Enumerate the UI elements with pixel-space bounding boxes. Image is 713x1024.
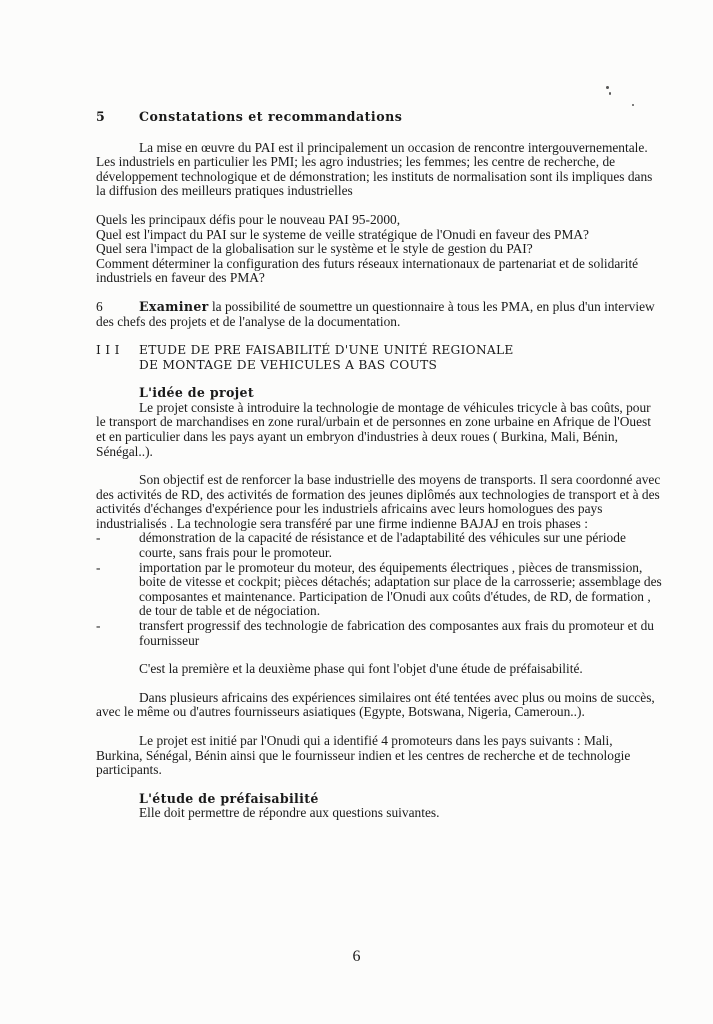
section-number: I I I (96, 343, 120, 358)
section-5-heading (96, 110, 662, 125)
section-title: Constatations et recommandations (139, 109, 403, 124)
bullet-dash: - (96, 618, 101, 634)
page-number: 6 (352, 948, 361, 965)
section-number: 5 (96, 109, 106, 124)
question-line: Quels les principaux défis pour le nouveau PAI 95-2000, (96, 211, 401, 227)
paragraph: Son objectif est de renforcer la base industrielle des moyens de transports. Il sera coordonné avec des activités de RD, des activités de formation des jeunes diplômés aux technologies de transport et à des activités d'échanges d'expérience pour les industriels africains avec leurs homologues des pays industrialisés . La technologie sera transféré par une firme indienne BAJAJ en trois phases : (96, 472, 661, 531)
scan-speck (609, 92, 611, 95)
question-line: Quel sera l'impact de la globalisation sur le système et le style de gestion du PAI? (96, 241, 533, 257)
subheading-idee: L'idée de projet (139, 385, 254, 401)
question-line: Comment déterminer la configuration des futurs réseaux internationaux de partenariat et de solidarité industriels en faveur des PMA? (96, 255, 639, 286)
paragraph: Elle doit permettre de répondre aux questions suivantes. (139, 805, 440, 821)
bullet-dash: - (96, 559, 101, 575)
document-body (96, 110, 662, 821)
list-item-text: importation par le promoteur du moteur, des équipements électriques , pièces de transmission, boite de vitesse et cockpit; pièces détachés; adaptation sur place de la carrosserie; assemblage des composantes et maintenance. Participation de l'Onudi aux coûts d'études, de RD, de formation , de tour de table et de négociation. (139, 559, 662, 619)
list-item (96, 619, 662, 648)
paragraph: Le projet est initié par l'Onudi qui a identifié 4 promoteurs dans les pays suivants : Mali, Burkina, Sénégal, Bénin ainsi que le fournisseur indien et les centres de recherche et de technologie participants. (96, 733, 631, 778)
scan-speck (606, 86, 609, 89)
scan-speck (632, 104, 634, 106)
section-number: 6 (96, 298, 103, 314)
list-item (96, 561, 662, 619)
paragraph: Dans plusieurs africains des expériences similaires ont été tentées avec plus ou moins de succès, avec le même ou d'autres fournisseurs asiatiques (Egypte, Botswana, Nigeria, Cameroun..). (96, 689, 655, 720)
list-item-text: démonstration de la capacité de résistance et de l'adaptabilité des véhicules sur une période courte, sans frais pour le promoteur. (139, 530, 626, 561)
bold-word: Examiner (139, 298, 209, 314)
section-6-paragraph (96, 300, 662, 329)
section-3-heading (96, 343, 662, 372)
paragraph-text: la possibilité de soumettre un questionnaire à tous les PMA, en plus d'un interview des chefs des projets et de l'analyse de la documentation. (96, 298, 655, 329)
bullet-dash: - (96, 530, 101, 546)
list-item (96, 531, 662, 560)
section-title-line: ETUDE DE PRE FAISABILITÉ D'UNE UNITÉ REGIONALE (139, 343, 514, 358)
paragraph: Le projet consiste à introduire la technologie de montage de véhicules tricycle à bas coûts, pour le transport de marchandises en zone rural/urbain et de personnes en zone urbaine en Afrique de l'Ouest et en particulier dans les pays ayant un embryon d'industries à deux roues ( Burkina, Mali, Bénin, Sénégal..). (96, 399, 651, 459)
paragraph: La mise en œuvre du PAI est il principalement un occasion de rencontre intergouvernementale. Les industriels en particulier les PMI; les agro industries; les femmes; les centre de recherche, de développement technologique et de démonstration; les instituts de normalisation sont ils impliques dans la diffusion des meilleurs pratiques industrielles (96, 139, 653, 199)
paragraph: C'est la première et la deuxième phase qui font l'objet d'une étude de préfaisabilité. (139, 661, 583, 677)
subheading-etude: L'étude de préfaisabilité (139, 790, 319, 806)
question-line: Quel est l'impact du PAI sur le systeme de veille stratégique de l'Onudi en faveur des PMA? (96, 226, 589, 242)
section-title-line: DE MONTAGE DE VEHICULES A BAS COUTS (139, 357, 438, 372)
list-item-text: transfert progressif des technologie de fabrication des composantes aux frais du promoteur et du fournisseur (139, 618, 655, 648)
